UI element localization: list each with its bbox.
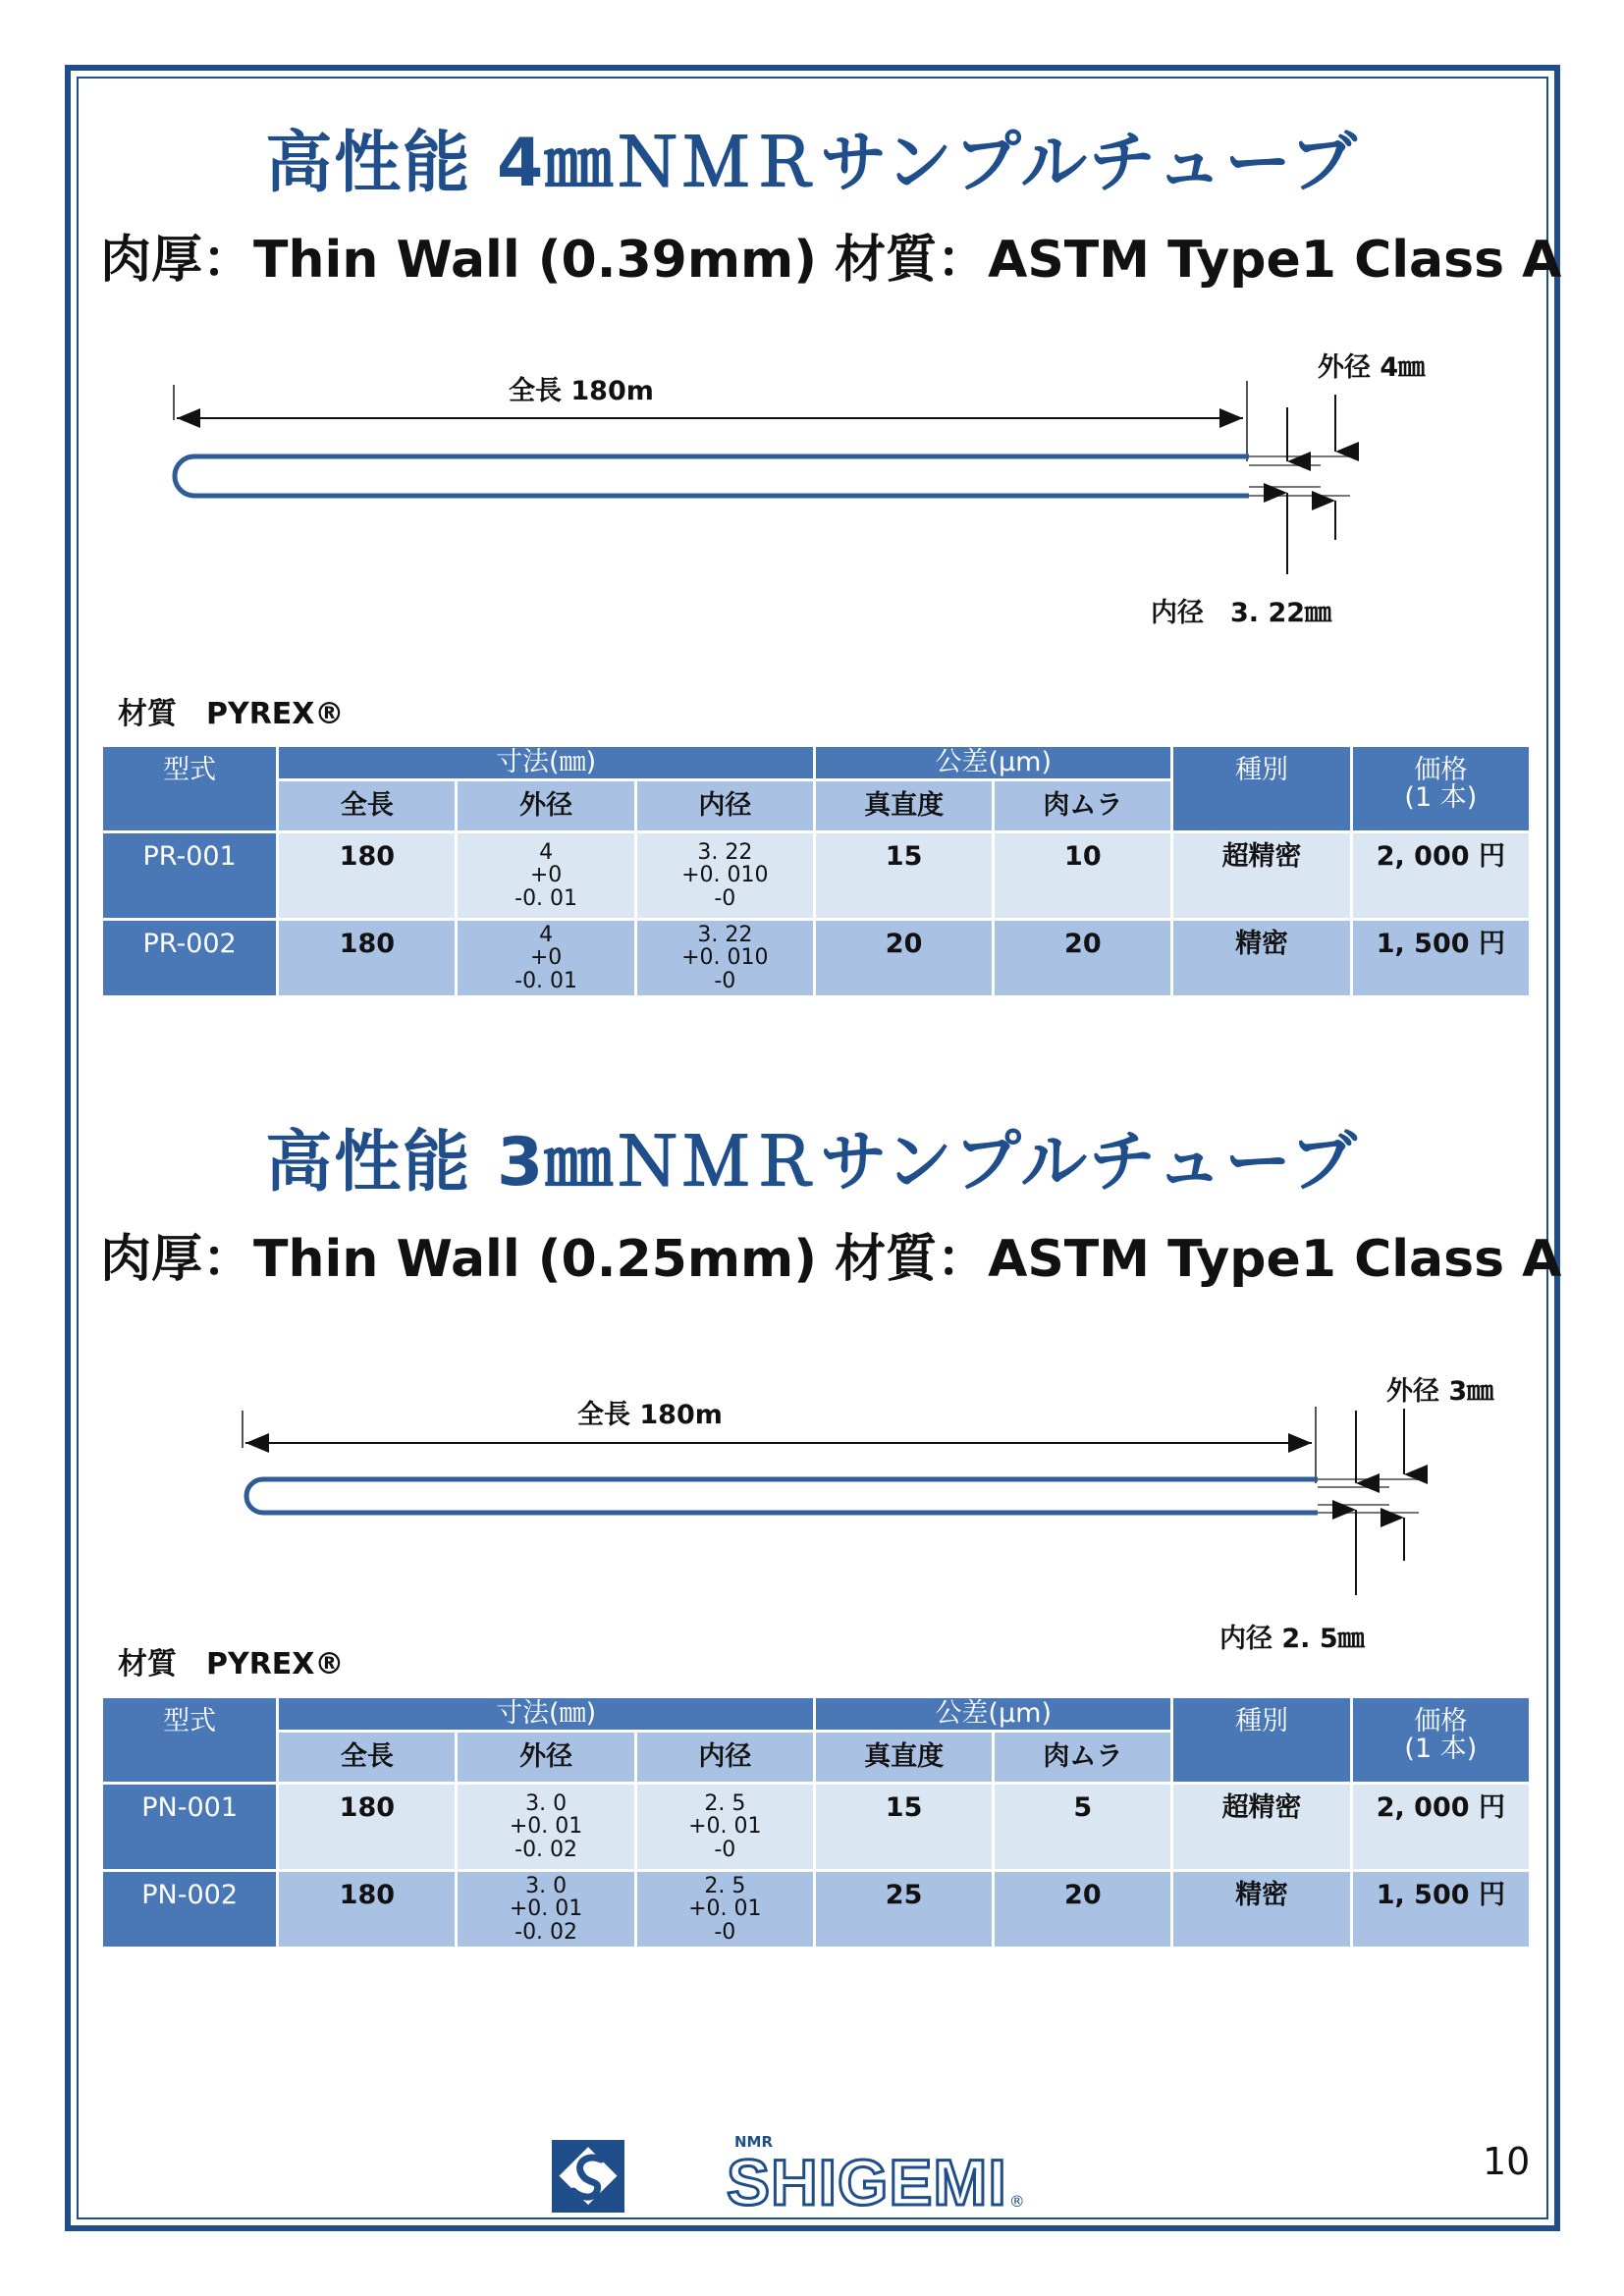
straightness-cell: 20 xyxy=(816,921,992,995)
model-cell: PR-002 xyxy=(103,921,276,995)
wall-cell: 5 xyxy=(995,1785,1170,1869)
section-1-subtitle: 肉厚：Thin Wall (0.39mm) 材質：ASTM Type1 Class A xyxy=(100,231,1562,290)
section-2-subtitle: 肉厚：Thin Wall (0.25mm) 材質：ASTM Type1 Class A xyxy=(100,1230,1562,1289)
brand-prefix: NMR xyxy=(734,2133,774,2151)
type-cell: 超精密 xyxy=(1173,1785,1349,1869)
header-price xyxy=(1353,1698,1529,1782)
header-price-label: 価格 xyxy=(1414,755,1468,785)
od-plus: +0. 01 xyxy=(509,1814,583,1840)
registered-mark-icon: ® xyxy=(1008,2192,1025,2211)
subheader-outer-diameter: 外径 xyxy=(458,1733,633,1782)
outer-diameter-label: 外径 4㎜ xyxy=(1318,352,1426,383)
subheader-inner-diameter: 内径 xyxy=(637,781,813,830)
brand-wordmark xyxy=(727,2133,1025,2218)
price-cell: 2, 000 円 xyxy=(1353,833,1529,918)
model-cell: PR-001 xyxy=(103,833,276,918)
length-cell: 180 xyxy=(279,1785,455,1869)
header-model: 型式 xyxy=(103,1698,276,1782)
od-plus: +0 xyxy=(529,945,563,971)
straightness-cell: 25 xyxy=(816,1872,992,1947)
header-type: 種別 xyxy=(1173,1698,1349,1782)
length-cell: 180 xyxy=(279,1872,455,1947)
page-number: 10 xyxy=(1483,2140,1531,2183)
length-label: 全長 180m xyxy=(509,376,654,406)
brand-name: SHIGEMI xyxy=(727,2146,1007,2218)
tube-drawing xyxy=(0,1360,1624,1654)
od-cell xyxy=(458,833,633,918)
id-plus: +0. 010 xyxy=(681,945,769,971)
id-plus: +0. 01 xyxy=(688,1896,762,1922)
header-price-label: 価格 xyxy=(1414,1706,1468,1736)
subheader-straightness: 真直度 xyxy=(816,781,992,830)
type-cell: 精密 xyxy=(1173,1872,1349,1947)
table-row xyxy=(103,1785,1529,1869)
subheader-wall-unevenness: 肉ムラ xyxy=(995,781,1170,830)
header-price-unit: (1 本) xyxy=(1404,782,1478,814)
model-cell: PN-001 xyxy=(103,1785,276,1869)
subheader-outer-diameter: 外径 xyxy=(458,781,633,830)
subheader-length: 全長 xyxy=(279,1733,455,1782)
section-2-title: 高性能 3㎜ＮＭＲサンプルチューブ xyxy=(265,1124,1359,1201)
od-plus: +0. 01 xyxy=(509,1896,583,1922)
od-cell xyxy=(458,1785,633,1869)
subheader-wall-unevenness: 肉ムラ xyxy=(995,1733,1170,1782)
id-cell xyxy=(637,921,813,995)
od-plus: +0 xyxy=(529,863,563,888)
od-minus: -0. 02 xyxy=(514,1837,578,1862)
price-cell: 1, 500 円 xyxy=(1353,921,1529,995)
subheader-straightness: 真直度 xyxy=(816,1733,992,1782)
od-minus: -0. 02 xyxy=(514,1919,578,1945)
section-2-spec-table xyxy=(100,1695,1532,1949)
id-minus: -0 xyxy=(714,1837,736,1862)
inner-diameter-label: 内径 2. 5㎜ xyxy=(1219,1624,1365,1654)
id-cell xyxy=(637,833,813,918)
table-row xyxy=(103,833,1529,918)
od-cell xyxy=(458,921,633,995)
length-label: 全長 180m xyxy=(577,1400,723,1430)
inner-diameter-label: 内径 3. 22㎜ xyxy=(1151,598,1332,628)
od-value: 3. 0 xyxy=(525,1791,568,1817)
od-value: 4 xyxy=(539,923,554,948)
table-row xyxy=(103,1872,1529,1947)
subheader-length: 全長 xyxy=(279,781,455,830)
header-type: 種別 xyxy=(1173,747,1349,830)
id-value: 3. 22 xyxy=(697,923,753,948)
id-plus: +0. 010 xyxy=(681,863,769,888)
id-value: 2. 5 xyxy=(704,1874,746,1899)
section-1-spec-table xyxy=(100,744,1532,998)
id-cell xyxy=(637,1872,813,1947)
type-cell: 超精密 xyxy=(1173,833,1349,918)
od-cell xyxy=(458,1872,633,1947)
od-minus: -0. 01 xyxy=(514,885,578,911)
id-minus: -0 xyxy=(714,1919,736,1945)
section-1-title: 高性能 4㎜ＮＭＲサンプルチューブ xyxy=(265,125,1359,202)
table-row xyxy=(103,921,1529,995)
id-minus: -0 xyxy=(714,968,736,993)
header-model: 型式 xyxy=(103,747,276,830)
od-minus: -0. 01 xyxy=(514,968,578,993)
length-cell: 180 xyxy=(279,833,455,918)
type-cell: 精密 xyxy=(1173,921,1349,995)
section-1-tube-diagram xyxy=(0,334,1624,628)
outer-diameter-label: 外径 3㎜ xyxy=(1386,1376,1494,1407)
id-plus: +0. 01 xyxy=(688,1814,762,1840)
price-cell: 1, 500 円 xyxy=(1353,1872,1529,1947)
header-tolerance: 公差(μm) xyxy=(816,1698,1170,1730)
model-cell: PN-002 xyxy=(103,1872,276,1947)
header-tolerance: 公差(μm) xyxy=(816,747,1170,778)
header-price-unit: (1 本) xyxy=(1404,1734,1478,1765)
straightness-cell: 15 xyxy=(816,833,992,918)
id-value: 2. 5 xyxy=(704,1791,746,1817)
wall-cell: 20 xyxy=(995,921,1170,995)
price-cell: 2, 000 円 xyxy=(1353,1785,1529,1869)
id-cell xyxy=(637,1785,813,1869)
id-value: 3. 22 xyxy=(697,840,753,866)
header-dimensions: 寸法(㎜) xyxy=(279,1698,813,1730)
od-value: 4 xyxy=(539,840,554,866)
section-1-material: 材質 PYREX® xyxy=(118,697,345,731)
section-2-tube-diagram xyxy=(0,1360,1624,1654)
subheader-inner-diameter: 内径 xyxy=(637,1733,813,1782)
header-price xyxy=(1353,747,1529,830)
wall-cell: 20 xyxy=(995,1872,1170,1947)
straightness-cell: 15 xyxy=(816,1785,992,1869)
wall-cell: 10 xyxy=(995,833,1170,918)
section-2-material: 材質 PYREX® xyxy=(118,1647,345,1682)
id-minus: -0 xyxy=(714,885,736,911)
shigemi-logo-icon xyxy=(552,2140,624,2213)
header-dimensions: 寸法(㎜) xyxy=(279,747,813,778)
length-cell: 180 xyxy=(279,921,455,995)
od-value: 3. 0 xyxy=(525,1874,568,1899)
